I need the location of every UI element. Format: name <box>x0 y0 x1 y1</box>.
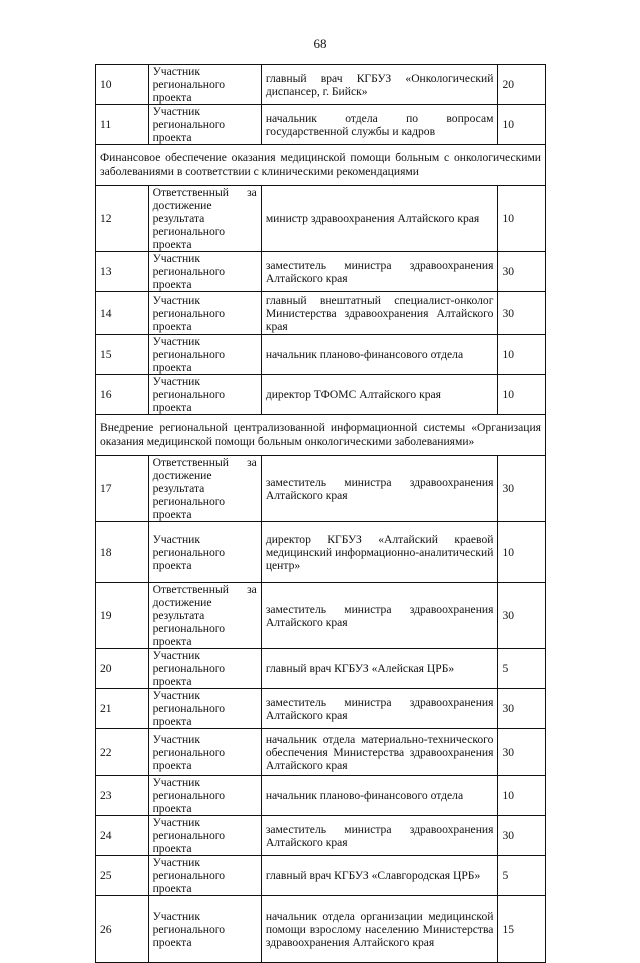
row-person: начальник отдела организации медицинской помощи взрослому населению Министерства здравоохранения Алтайского края <box>261 896 498 963</box>
row-percent: 30 <box>498 583 546 649</box>
table-row <box>96 649 546 689</box>
row-number: 18 <box>96 522 149 583</box>
table-row <box>96 689 546 729</box>
row-percent: 10 <box>498 105 546 145</box>
row-number: 10 <box>96 65 149 105</box>
row-number: 26 <box>96 896 149 963</box>
row-percent: 30 <box>498 689 546 729</box>
section-row <box>96 415 546 456</box>
row-number: 22 <box>96 729 149 776</box>
row-percent: 10 <box>498 186 546 252</box>
row-number: 12 <box>96 186 149 252</box>
row-number: 24 <box>96 816 149 856</box>
row-role: Участник регионального проекта <box>148 776 261 816</box>
row-role: Ответственный за достижение результата регионального проекта <box>148 456 261 522</box>
page-number: 68 <box>313 36 327 51</box>
row-percent: 5 <box>498 649 546 689</box>
row-number: 16 <box>96 375 149 415</box>
row-role: Ответственный за достижение результата регионального проекта <box>148 583 261 649</box>
table-row <box>96 65 546 105</box>
row-number: 21 <box>96 689 149 729</box>
row-percent: 10 <box>498 375 546 415</box>
row-number: 20 <box>96 649 149 689</box>
table-row <box>96 896 546 963</box>
row-role: Участник регионального проекта <box>148 689 261 729</box>
table-row <box>96 292 546 335</box>
row-person: заместитель министра здравоохранения Алтайского края <box>261 689 498 729</box>
row-percent: 30 <box>498 456 546 522</box>
row-percent: 30 <box>498 729 546 776</box>
row-person: главный врач КГБУЗ «Алейская ЦРБ» <box>261 649 498 689</box>
row-role: Ответственный за достижение результата регионального проекта <box>148 186 261 252</box>
table-row <box>96 856 546 896</box>
row-role: Участник регионального проекта <box>148 252 261 292</box>
row-person: начальник отдела материально-технического обеспечения Министерства здравоохранения Алтайского края <box>261 729 498 776</box>
section-heading: Финансовое обеспечение оказания медицинской помощи больным с онкологическими заболеваниями в соответствии с клиническими рекомендациями <box>96 145 546 186</box>
row-person: начальник планово-финансового отдела <box>261 776 498 816</box>
row-person: главный врач КГБУЗ «Славгородская ЦРБ» <box>261 856 498 896</box>
row-role: Участник регионального проекта <box>148 65 261 105</box>
row-role: Участник регионального проекта <box>148 816 261 856</box>
row-role: Участник регионального проекта <box>148 649 261 689</box>
table-row <box>96 456 546 522</box>
row-number: 23 <box>96 776 149 816</box>
table-row <box>96 729 546 776</box>
row-number: 14 <box>96 292 149 335</box>
table-row <box>96 522 546 583</box>
row-person: директор ТФОМС Алтайского края <box>261 375 498 415</box>
row-role: Участник регионального проекта <box>148 896 261 963</box>
row-person: начальник планово-финансового отдела <box>261 335 498 375</box>
row-person: начальник отдела по вопросам государственной службы и кадров <box>261 105 498 145</box>
row-person: директор КГБУЗ «Алтайский краевой медицинский информационно-аналитический центр» <box>261 522 498 583</box>
row-role: Участник регионального проекта <box>148 292 261 335</box>
row-percent: 10 <box>498 522 546 583</box>
row-role: Участник регионального проекта <box>148 335 261 375</box>
row-role: Участник регионального проекта <box>148 375 261 415</box>
table-row <box>96 583 546 649</box>
row-percent: 15 <box>498 896 546 963</box>
row-number: 17 <box>96 456 149 522</box>
row-number: 25 <box>96 856 149 896</box>
table-row <box>96 335 546 375</box>
row-number: 15 <box>96 335 149 375</box>
row-percent: 10 <box>498 335 546 375</box>
row-percent: 30 <box>498 816 546 856</box>
table-row <box>96 186 546 252</box>
section-heading: Внедрение региональной централизованной информационной системы «Организация оказания медицинской помощи больным онкологическими заболеваниями» <box>96 415 546 456</box>
table-row <box>96 776 546 816</box>
table-row <box>96 252 546 292</box>
row-role: Участник регионального проекта <box>148 856 261 896</box>
row-person: заместитель министра здравоохранения Алтайского края <box>261 252 498 292</box>
table-row <box>96 816 546 856</box>
row-percent: 30 <box>498 252 546 292</box>
row-number: 11 <box>96 105 149 145</box>
row-percent: 5 <box>498 856 546 896</box>
section-row <box>96 145 546 186</box>
row-percent: 10 <box>498 776 546 816</box>
table-row <box>96 105 546 145</box>
row-percent: 20 <box>498 65 546 105</box>
row-person: главный внештатный специалист-онколог Министерства здравоохранения Алтайского края <box>261 292 498 335</box>
responsibility-table <box>95 64 546 963</box>
row-percent: 30 <box>498 292 546 335</box>
row-person: главный врач КГБУЗ «Онкологический диспансер, г. Бийск» <box>261 65 498 105</box>
row-role: Участник регионального проекта <box>148 729 261 776</box>
row-person: министр здравоохранения Алтайского края <box>261 186 498 252</box>
row-number: 19 <box>96 583 149 649</box>
table-row <box>96 375 546 415</box>
row-role: Участник регионального проекта <box>148 522 261 583</box>
row-number: 13 <box>96 252 149 292</box>
row-role: Участник регионального проекта <box>148 105 261 145</box>
row-person: заместитель министра здравоохранения Алтайского края <box>261 816 498 856</box>
row-person: заместитель министра здравоохранения Алтайского края <box>261 456 498 522</box>
row-person: заместитель министра здравоохранения Алтайского края <box>261 583 498 649</box>
